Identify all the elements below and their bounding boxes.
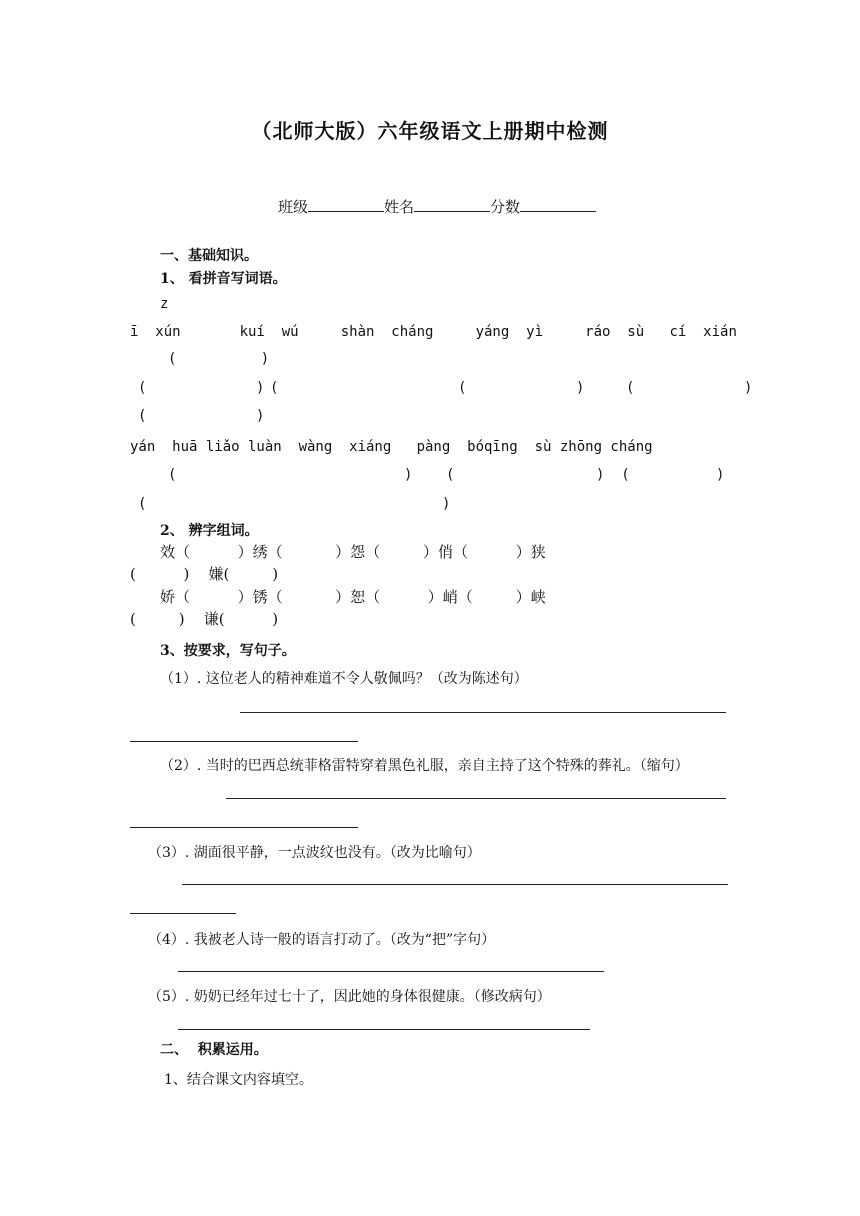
- section2-q1: 1、结合课文内容填空。: [164, 1072, 313, 1088]
- answer-paren: ( ): [168, 351, 270, 367]
- q3-heading: 3、按要求，写句子。: [160, 643, 296, 659]
- class-blank[interactable]: [308, 197, 384, 212]
- answer-paren: ): [716, 467, 725, 483]
- name-blank[interactable]: [414, 197, 490, 212]
- page-title: （北师大版）六年级语文上册期中检测: [251, 119, 609, 143]
- answer-line[interactable]: [130, 741, 358, 742]
- answer-line[interactable]: [130, 827, 358, 828]
- q3-item-5: （5）. 奶奶已经年过七十了，因此她的身体很健康。（修改病句）: [148, 989, 551, 1005]
- q3-item-4: （4）. 我被老人诗一般的语言打动了。（改为“把”字句）: [148, 932, 496, 948]
- class-label: 班级: [278, 198, 309, 216]
- answer-paren: (: [446, 467, 455, 483]
- pinyin-row-2: yán huā liǎo luàn wàng xiáng pàng bóqīng sù zhōng cháng: [130, 439, 653, 455]
- q3-item-1: （1）. 这位老人的精神难道不令人敬佩吗？（改为陈述句）: [160, 671, 528, 687]
- pinyin-row-1: ī xún kuí wú shàn cháng yáng yì ráo sù cí xián: [130, 324, 737, 340]
- char-row-1: 效（ ）绣（ ）怨（ ）俏（ ）狭: [160, 543, 546, 561]
- answer-paren: ( ): [138, 408, 265, 424]
- answer-line[interactable]: [178, 971, 604, 972]
- q2-heading: 2、 辨字组词。: [160, 523, 259, 539]
- answer-line[interactable]: [130, 913, 236, 914]
- answer-line[interactable]: [240, 712, 726, 713]
- section1-heading: 一、基础知识。: [160, 248, 258, 264]
- char-row-2: 娇（ ）锈（ ）恕（ ）峭（ ）峡: [160, 588, 546, 606]
- answer-line[interactable]: [182, 884, 728, 885]
- char-row-2b: ( ) 谦( ): [130, 610, 279, 628]
- name-label: 姓名: [384, 198, 415, 216]
- answer-paren: ( ): [138, 380, 265, 396]
- char-row-1b: ( ) 嫌( ): [130, 565, 279, 583]
- score-label: 分数: [490, 198, 521, 216]
- answer-line[interactable]: [178, 1029, 590, 1030]
- q3-item-3: （3）. 湖面很平静，一点波纹也没有。（改为比喻句）: [148, 845, 481, 861]
- student-info-line: [278, 196, 596, 217]
- answer-line[interactable]: [226, 798, 726, 799]
- q3-item-2: （2）. 当时的巴西总统菲格雷特穿着黑色礼服，亲自主持了这个特殊的葬礼。（缩句）: [160, 758, 689, 774]
- section2-heading: 二、 积累运用。: [160, 1042, 268, 1058]
- answer-paren: ): [404, 467, 413, 483]
- answer-paren: (: [138, 496, 147, 512]
- q1-heading: 1、 看拼音写词语。: [160, 271, 287, 287]
- answer-paren: (: [168, 467, 177, 483]
- answer-paren: ) (: [596, 467, 630, 483]
- pinyin-z: z: [160, 296, 169, 312]
- answer-paren: (: [270, 380, 279, 396]
- score-blank[interactable]: [520, 197, 596, 212]
- answer-paren: ( ): [626, 380, 753, 396]
- answer-paren: ( ): [458, 380, 585, 396]
- answer-paren: ): [442, 496, 451, 512]
